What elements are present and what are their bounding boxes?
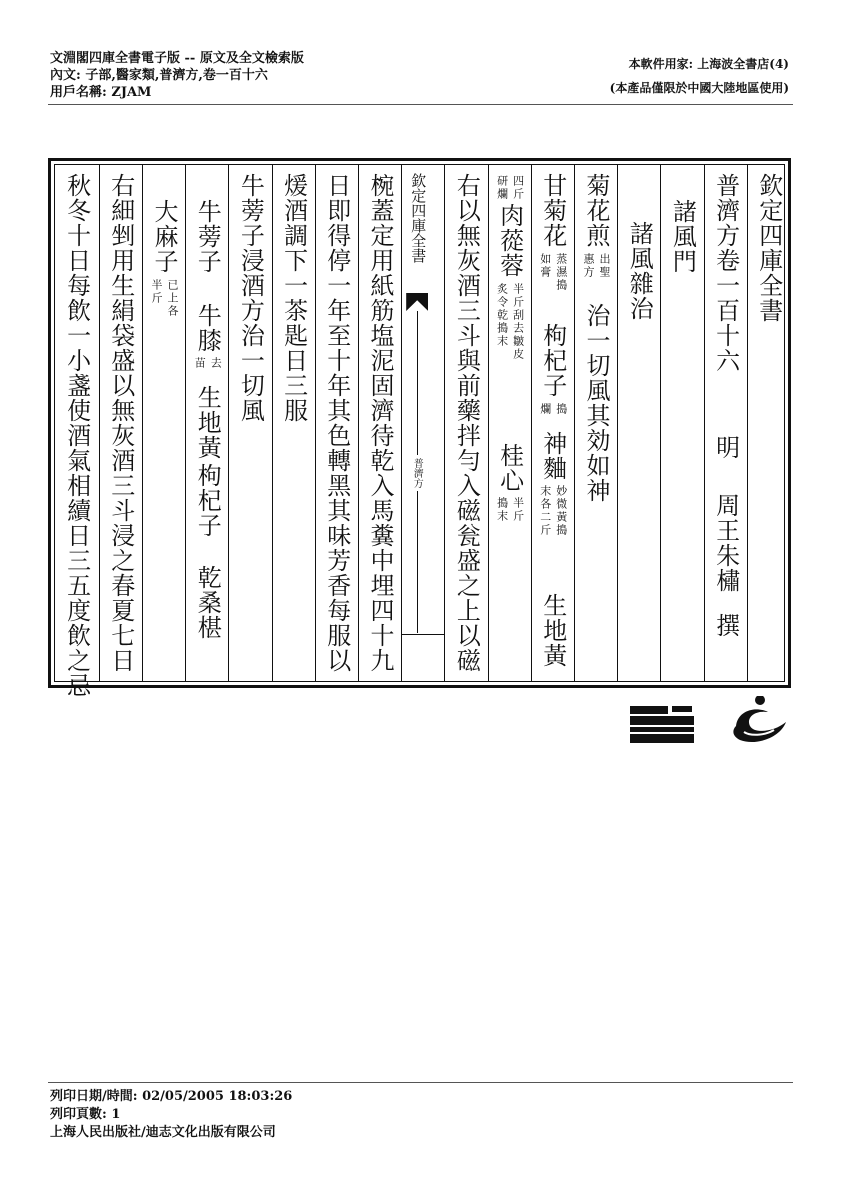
main-text: 牛膝 [193,303,222,353]
footer-divider [48,1082,793,1083]
annotation-note: 末各二斤 [538,485,552,537]
main-text: 大麻子 [150,199,178,274]
annotation-note: 惠方 [582,253,595,279]
banner-title: 欽定四庫全書 [409,173,428,263]
main-text: 煖酒調下一茶匙日三服 [279,173,308,423]
main-text: 甘菊花 [538,173,567,248]
text-column [617,165,660,681]
main-text: 周王朱橚 [711,493,740,593]
annotation-note: 半斤 [150,279,163,305]
footer-print-datetime: 列印日期/時間: 02/05/2005 18:03:26 [50,1089,293,1104]
footer-info [50,1088,292,1142]
main-text: 右細剉用生絹袋盛以無灰酒三斗浸之春夏七日 [106,173,135,673]
header-licensee: 本軟件用家: 上海波全書店(4) [628,57,789,71]
main-text: 日即得停一年至十年其色轉黑其味芳香每服以 [322,173,351,673]
header-content-path: 內文: 子部,醫家類,普濟方,卷一百十六 [50,68,268,83]
annotation-note: 研爛 [495,175,509,201]
main-text: 治一切風其効如神 [582,303,610,503]
annotation-note: 炙令乾搗末 [495,283,509,348]
main-text: 欽定四庫全書 [754,173,783,323]
dragon-logo-icon [733,696,786,742]
annotation-note: 蒸濕搗 [554,253,568,292]
text-column [574,165,617,681]
main-text: 牛蒡子浸酒方治一切風 [236,173,265,423]
main-text: 普濟方卷一百十六 [711,173,740,373]
main-text: 枸杞子 [193,463,222,538]
annotation-note: 出聖 [598,253,611,279]
fishtail-mark-icon [406,293,428,311]
main-text: 諸風雜治 [625,221,654,321]
annotation-note: 半斤 [511,497,525,523]
skqs-logo-icon [630,706,694,743]
footer-publishers: 上海人民出版社/迪志文化出版有限公司 [50,1125,276,1140]
annotation-note: 苗 [193,357,207,370]
annotation-note: 搗末 [495,497,509,523]
text-column [358,165,401,681]
main-text: 明 [711,435,740,460]
text-column [185,165,228,681]
annotation-note: 如膏 [538,253,552,279]
main-text: 秋冬十日每飲一小盞使酒氣相續日三五度飲之忌 [62,173,91,698]
annotation-note: 爛 [538,403,552,416]
banner-book-title: 普濟方 [411,455,422,491]
header-restriction: (本產品僅限於中國大陸地區使用) [609,81,789,95]
main-text: 生地黃 [193,385,222,460]
main-text: 椀蓋定用紙筋塩泥固濟待乾入馬糞中埋四十九 [366,173,394,673]
header-username: 用戶名稱: ZJAM [50,85,152,100]
text-column [488,165,531,681]
annotation-note: 半斤刮去皺皮 [511,283,525,361]
main-text: 右以無灰酒三斗與前藥拌勻入磁瓮盛之上以磁 [452,173,481,673]
main-text: 諸風門 [668,199,697,274]
main-text: 菊花煎 [582,173,610,248]
header-edition: 文淵閣四庫全書電子版 -- 原文及全文檢索版 [50,51,304,66]
text-column [228,165,271,681]
footer-print-pages: 列印頁數: 1 [50,1107,121,1122]
header-license [610,52,789,100]
publisher-logo [628,696,788,748]
text-column [315,165,358,681]
text-column [747,165,790,681]
text-column [142,165,185,681]
annotation-note: 四斤 [511,175,525,201]
page-frame [48,158,791,698]
text-column [660,165,703,681]
annotation-note: 已上各 [166,279,179,318]
main-text: 桂心 [495,443,524,493]
text-column [704,165,747,681]
main-text: 肉蓯蓉 [495,203,524,278]
header-info [50,50,304,101]
annotation-note: 妙微黃搗 [554,485,568,537]
main-text: 生地黃 [538,593,567,668]
annotation-note: 去 [209,357,223,370]
banner-bottom-rule [402,634,444,635]
text-column [272,165,315,681]
text-column [56,165,99,698]
main-text: 牛蒡子 [193,199,222,274]
page-banner-column [401,165,444,681]
main-text: 枸杞子 [538,323,567,398]
text-columns [54,164,785,698]
text-column [531,165,574,681]
text-column [99,165,142,681]
text-column [444,165,487,681]
main-text: 神麯 [538,431,567,481]
main-text: 乾桑椹 [193,565,222,640]
header-divider [48,104,793,105]
annotation-note: 搗 [554,403,568,416]
main-text: 撰 [711,613,740,638]
